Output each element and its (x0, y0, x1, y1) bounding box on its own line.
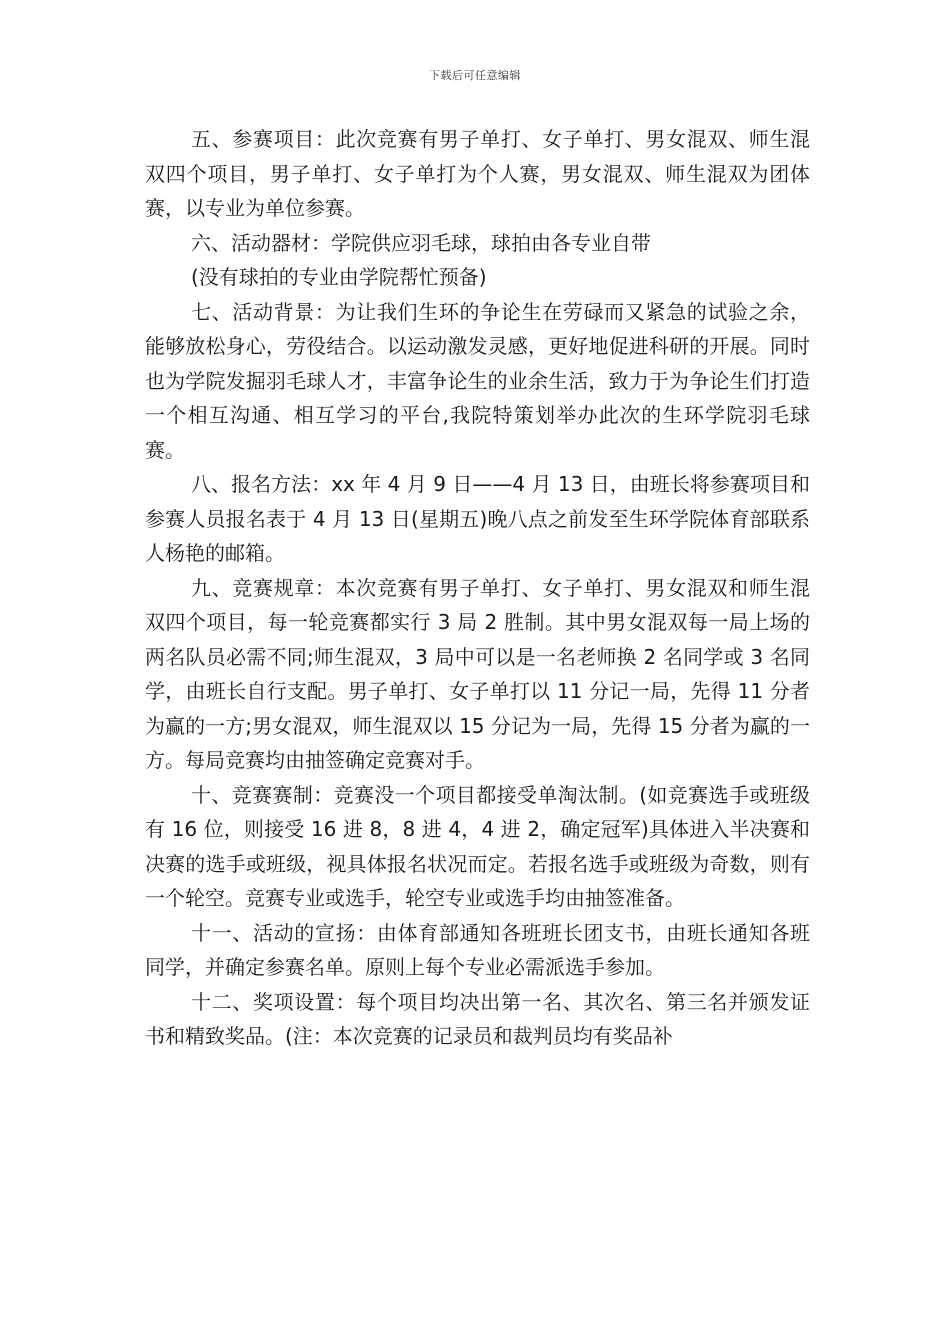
paragraph-section-5: 五、参赛项目：此次竞赛有男子单打、女子单打、男女混双、师生混双四个项目，男子单打、女子单打为个人赛，男女混双、师生混双为团体赛，以专业为单位参赛。 (145, 127, 810, 220)
paragraph-section-12: 十二、奖项设置：每个项目均决出第一名、其次名、第三名并颁发证书和精致奖品。(注：本次竞赛的记录员和裁判员均有奖品补 (145, 989, 810, 1048)
paragraph-section-6-note: (没有球拍的专业由学院帮忙预备) (191, 265, 487, 289)
paragraph-section-6: 六、活动器材：学院供应羽毛球，球拍由各专业自带 (191, 230, 651, 255)
paragraph-section-8: 八、报名方法：xx 年 4 月 9 日——4 月 13 日，由班长将参赛项目和参赛人员报名表于 4 月 13 日(星期五)晚八点之前发至生环学院体育部联系人杨艳的邮箱。 (145, 472, 810, 565)
paragraph-section-11: 十一、活动的宣扬：由体育部通知各班班长团支书，由班长通知各班同学，并确定参赛名单。原则上每个专业必需派选手参加。 (145, 920, 810, 979)
paragraph-section-10: 十、竞赛赛制：竞赛没一个项目都接受单淘汰制。(如竞赛选手或班级有 16 位，则接受 16 进 8，8 进 4，4 进 2，确定冠军)具体进入半决赛和决赛的选手或班级，视具体报名状况而定。若报名选手或班级为奇数，则有一个轮空。竞赛专业或选手，轮空专业或选手均由抽签准备。 (145, 782, 810, 910)
paragraph-section-9: 九、竞赛规章：本次竞赛有男子单打、女子单打、男女混双和师生混双四个项目，每一轮竞赛都实行 3 局 2 胜制。其中男女混双每一局上场的两名队员必需不同;师生混双，3 局中可以是一名老师换 2 名同学或 3 名同学，由班长自行支配。男子单打、女子单打以 11 分记一局，先得 11 分者为赢的一方;男女混双，师生混双以 15 分记为一局，先得 15 分者为赢的一方。每局竞赛均由抽签确定竞赛对手。 (145, 575, 810, 772)
paragraph-section-7: 七、活动背景：为让我们生环的争论生在劳碌而又紧急的试验之余，能够放松身心，劳役结合。以运动激发灵感，更好地促进科研的开展。同时也为学院发掘羽毛球人才，丰富争论生的业余生活，致力于为争论生们打造一个相互沟通、相互学习的平台,我院特策划举办此次的生环学院羽毛球赛。 (145, 299, 810, 462)
header-note: 下载后可任意编辑 (429, 69, 521, 82)
document-body (145, 122, 810, 1054)
